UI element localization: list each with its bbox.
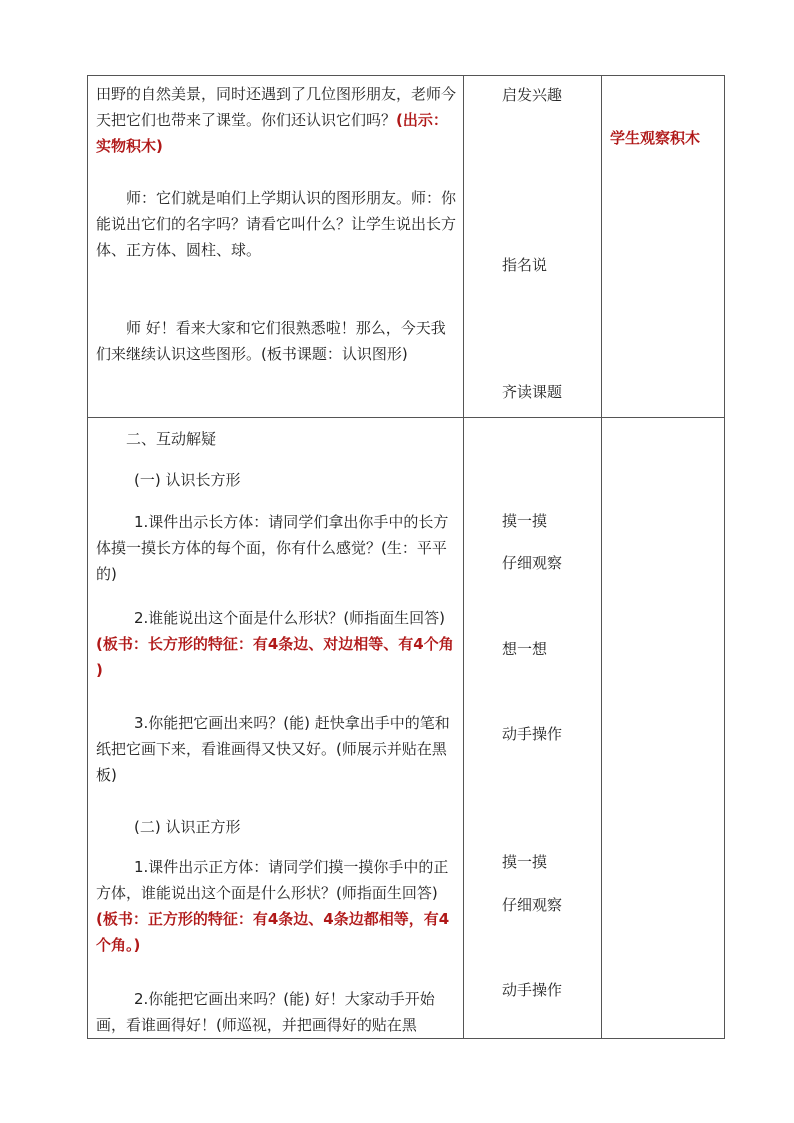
red-note: (出示：实物积木) [96,111,448,155]
method-label: 动手操作 [502,981,563,999]
method-label: 仔细观察 [502,896,563,914]
student-activity-cell [602,418,725,1039]
paragraph: 师 好！看来大家和它们很熟悉啦！那么，今天我们来继续认识这些图形。(板书课题：认识图形) [96,319,446,363]
paragraph: 田野的自然美景，同时还遇到了几位图形朋友，老师今天把它们也带来了课堂。你们还认识它们吗？(出示：实物积木) [96,85,457,155]
table-row [88,76,725,418]
subsection-heading: (一) 认识长方形 [134,471,241,489]
red-note: (板书：长方形的特征：有4条边、对边相等、有4个角 ) [96,635,454,679]
paragraph: 2.你能把它画出来吗？(能) 好！大家动手开始画，看谁画得好！(师巡视，并把画得好的贴在黑 [96,990,435,1034]
lesson-plan-table [87,75,725,1039]
method-label: 动手操作 [502,725,563,743]
table-row [88,418,725,1039]
method-label: 想一想 [502,640,548,658]
paragraph: 1.课件出示正方体：请同学们摸一摸你手中的正方体，谁能说出这个面是什么形状？(师指面生回答)(板书：正方形的特征：有4条边、4条边都相等，有4个角。) [96,858,450,954]
teacher-activity-cell [88,418,464,1039]
student-activity-cell [602,76,725,418]
red-note: (板书：正方形的特征：有4条边、4条边都相等，有4个角。) [96,910,450,954]
subsection-heading: (二) 认识正方形 [134,818,241,836]
method-label: 指名说 [502,256,548,274]
method-cell [464,76,602,418]
method-label: 启发兴趣 [502,86,563,104]
method-cell [464,418,602,1039]
paragraph: 3.你能把它画出来吗？(能) 赶快拿出手中的笔和纸把它画下来，看谁画得又快又好。(师展示并贴在黑板) [96,714,450,784]
method-label: 摸一摸 [502,512,548,530]
method-label: 齐读课题 [502,383,563,401]
paragraph: 2.谁能说出这个面是什么形状？(师指面生回答)(板书：长方形的特征：有4条边、对边相等、有4个角 ) [96,609,454,679]
section-heading: 二、互动解疑 [126,430,217,448]
student-activity-label: 学生观察积木 [610,129,701,147]
teacher-activity-cell [88,76,464,418]
method-label: 摸一摸 [502,853,548,871]
paragraph: 1.课件出示长方体：请同学们拿出你手中的长方体摸一摸长方体的每个面，你有什么感觉？(生：平平的) [96,513,449,583]
method-label: 仔细观察 [502,554,563,572]
paragraph: 师：它们就是咱们上学期认识的图形朋友。师：你能说出它们的名字吗？请看它叫什么？让学生说出长方体、正方体、圆柱、球。 [96,189,457,259]
